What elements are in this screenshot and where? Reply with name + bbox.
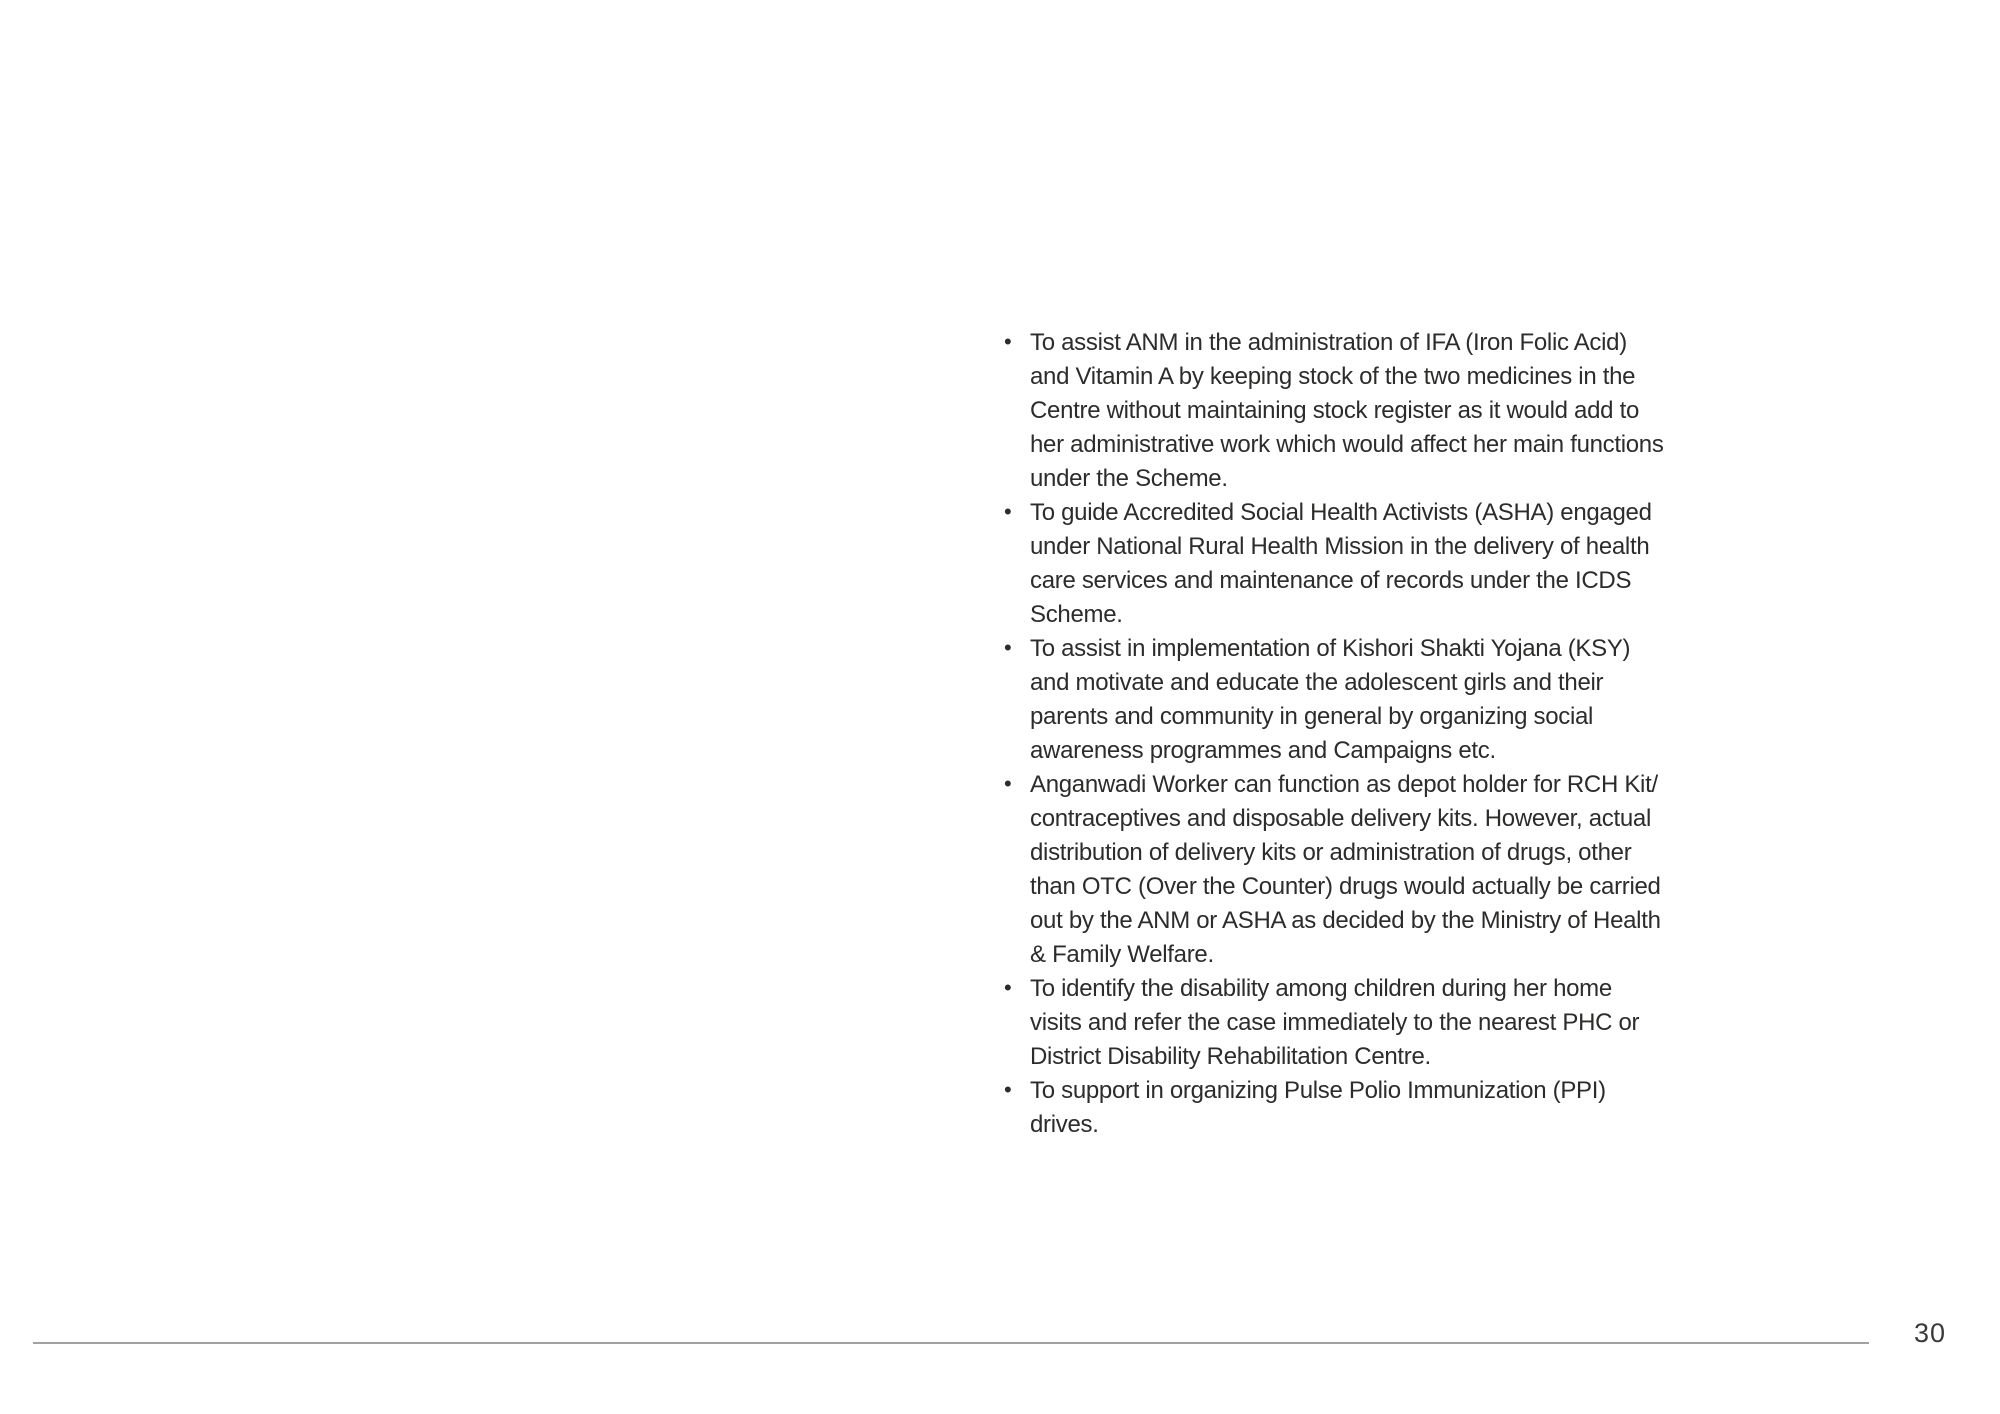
list-item-text: To guide Accredited Social Health Activists (ASHA) engaged under National Rural Health Mission in the delivery of health care services and maintenance of records under the ICDS Scheme. — [1030, 499, 1652, 628]
bullet-icon: • — [1004, 635, 1012, 660]
bullet-icon: • — [1004, 975, 1012, 1000]
list-item — [1004, 632, 1664, 768]
list-item — [1004, 972, 1664, 1074]
bullet-list — [1004, 326, 1664, 1142]
page-number: 30 — [1913, 1318, 1947, 1348]
bullet-icon: • — [1004, 1077, 1012, 1102]
list-item-text: Anganwadi Worker can function as depot holder for RCH Kit/ contraceptives and disposable delivery kits. However, actual distribution of delivery kits or administration of drugs, other than OTC (Over the Counter) drugs would actually be carried out by the ANM or ASHA as decided by the Ministry of Health & Family Welfare. — [1030, 771, 1661, 968]
list-item — [1004, 768, 1664, 972]
bullet-icon: • — [1004, 329, 1012, 354]
list-item — [1004, 496, 1664, 632]
list-item-text: To identify the disability among children during her home visits and refer the case immediately to the nearest PHC or District Disability Rehabilitation Centre. — [1030, 975, 1640, 1070]
list-item-text: To assist in implementation of Kishori Shakti Yojana (KSY) and motivate and educate the adolescent girls and their parents and community in general by organizing social awareness programmes and Campaigns etc. — [1030, 635, 1631, 764]
bullet-icon: • — [1004, 499, 1012, 524]
list-item — [1004, 1074, 1664, 1142]
content-column — [1004, 326, 1664, 1142]
bullet-icon: • — [1004, 771, 1012, 796]
list-item — [1004, 326, 1664, 496]
footer-divider — [33, 1342, 1869, 1344]
list-item-text: To assist ANM in the administration of IFA (Iron Folic Acid) and Vitamin A by keeping stock of the two medicines in the Centre without maintaining stock register as it would add to her administrative work which would affect her main functions under the Scheme. — [1030, 329, 1664, 492]
list-item-text: To support in organizing Pulse Polio Immunization (PPI) drives. — [1030, 1077, 1606, 1138]
